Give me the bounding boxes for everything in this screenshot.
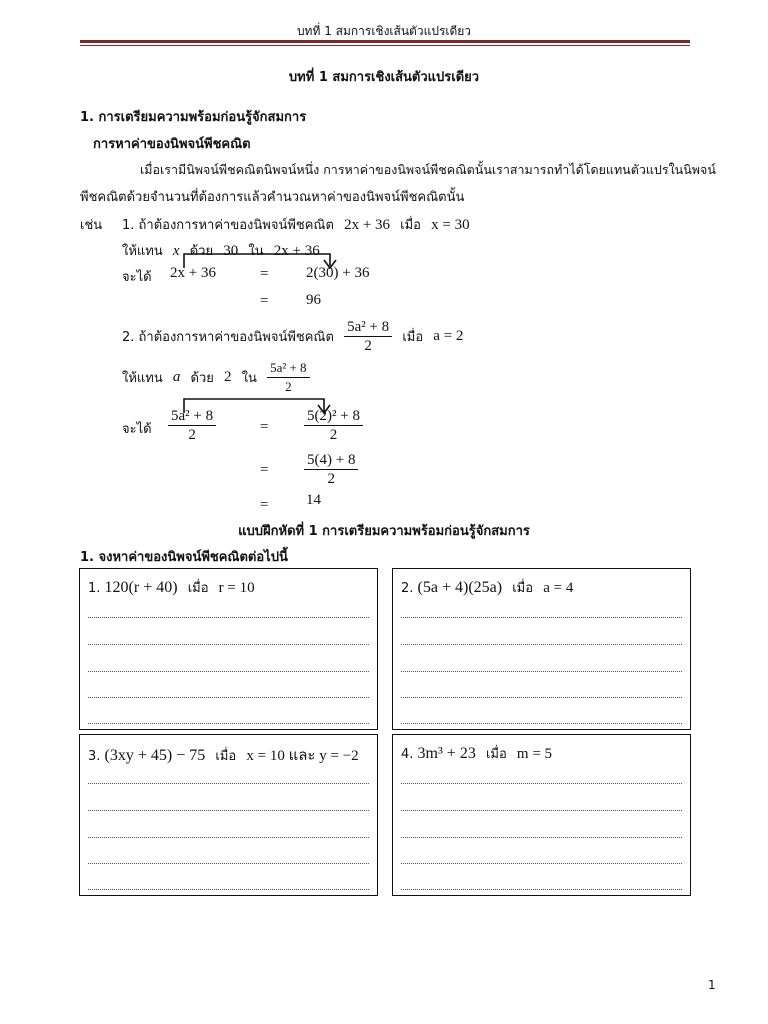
answer-line[interactable] <box>401 837 682 838</box>
example1-step1: 2(30) + 36 <box>306 265 370 281</box>
example1-intro <box>122 214 470 235</box>
answer-line[interactable] <box>401 810 682 811</box>
example2-subst-fraction <box>267 359 310 396</box>
answer-line[interactable] <box>401 671 682 672</box>
answer-line[interactable] <box>88 697 369 698</box>
exercise-title: แบบฝึกหัดที่ 1 การเตรียมความพร้อมก่อนรู้จักสมการ <box>238 524 530 539</box>
example1-eq-1: = <box>260 266 269 282</box>
header-rule-thin <box>80 45 690 46</box>
example2-subst-frac-num: 5a² + 8 <box>267 359 310 378</box>
example2-subst-prefix: ให้แทน <box>122 371 163 386</box>
problem-2-when: เมื่อ <box>512 581 534 596</box>
example2-subst-var: a <box>172 369 181 385</box>
answer-line[interactable] <box>88 644 369 645</box>
section-subheading: การหาค่าของนิพจน์พีชคณิต <box>93 137 251 152</box>
answer-line[interactable] <box>401 723 682 724</box>
example1-condition: x = 30 <box>431 217 470 233</box>
header-rule-thick <box>80 40 690 43</box>
example2-subst-frac-den: 2 <box>285 379 292 394</box>
example2-step2-num: 5(4) + 8 <box>304 451 358 470</box>
problem-1-expr: 120(r + 40) <box>104 579 178 596</box>
problem-box-4 <box>392 734 691 896</box>
example2-intro-text: 2. ถ้าต้องการหาค่าของนิพจน์พีชคณิต <box>122 330 334 345</box>
answer-line[interactable] <box>401 697 682 698</box>
problem-3-expr: (3xy + 45) − 75 <box>104 747 206 764</box>
answer-line[interactable] <box>88 671 369 672</box>
example1-expr: 2x + 36 <box>344 217 391 233</box>
answer-line[interactable] <box>88 889 369 890</box>
chapter-title: บทที่ 1 สมการเชิงเส้นตัวแปรเดียว <box>288 70 480 85</box>
example1-step2: 96 <box>306 292 321 308</box>
answer-line[interactable] <box>88 837 369 838</box>
paragraph-line-1: เมื่อเรามีนิพจน์พีชคณิตนิพจน์หนึ่ง การหาค่าของนิพจน์พีชคณิตนั้นเราสามารถทำได้โดยแทนตัวแปรในนิพจน์ <box>140 162 716 177</box>
example1-subst-var: x <box>172 243 180 259</box>
problem-4-when: เมื่อ <box>485 747 507 762</box>
problem-4-expr: 3m³ + 23 <box>417 745 476 762</box>
example2-with: ด้วย <box>190 371 214 386</box>
example2-lhs <box>168 407 216 444</box>
example2-step1-num: 5(2)² + 8 <box>304 407 363 426</box>
example2-condition: a = 2 <box>433 328 464 344</box>
answer-line[interactable] <box>88 783 369 784</box>
problem-4-title <box>401 743 552 764</box>
problem-1-when: เมื่อ <box>187 581 209 596</box>
example2-step1-den: 2 <box>329 427 338 443</box>
example2-step2 <box>304 451 358 488</box>
problem-1-number: 1. <box>88 581 101 596</box>
example1-when: เมื่อ <box>400 218 421 233</box>
problem-3-number: 3. <box>88 749 101 764</box>
example2-step1 <box>304 407 363 444</box>
example2-eq-2: = <box>260 462 269 478</box>
example2-get-label: จะได้ <box>122 422 152 437</box>
answer-line[interactable] <box>88 863 369 864</box>
problem-2-condition: a = 4 <box>543 580 574 596</box>
problem-2-expr: (5a + 4)(25a) <box>417 579 503 596</box>
example2-frac-num: 5a² + 8 <box>344 318 392 337</box>
problem-1-condition: r = 10 <box>218 580 255 596</box>
example-label: เช่น <box>80 218 103 233</box>
problem-box-2 <box>392 568 691 730</box>
problem-box-3 <box>79 734 378 896</box>
answer-line[interactable] <box>401 644 682 645</box>
example1-lhs: 2x + 36 <box>170 265 216 281</box>
example1-subst-value: 30 <box>223 243 239 259</box>
running-header: บทที่ 1 สมการเชิงเส้นตัวแปรเดียว <box>296 24 472 38</box>
answer-line[interactable] <box>401 889 682 890</box>
section-heading: 1. การเตรียมความพร้อมก่อนรู้จักสมการ <box>80 110 307 125</box>
example2-substitution <box>122 359 310 396</box>
example2-lhs-den: 2 <box>188 427 196 443</box>
example2-lhs-num: 5a² + 8 <box>168 407 216 426</box>
example2-step2-fraction <box>304 451 358 488</box>
example1-in: ใน <box>248 244 264 259</box>
problem-3-title <box>88 743 359 767</box>
example1-get-label: จะได้ <box>122 270 152 285</box>
paragraph-line-2: พีชคณิตด้วยจำนวนที่ต้องการแล้วคำนวณหาค่าของนิพจน์พีชคณิตนั้น <box>80 190 465 205</box>
example2-step1-fraction <box>304 407 363 444</box>
answer-line[interactable] <box>401 617 682 618</box>
example2-step2-den: 2 <box>327 471 335 487</box>
problem-3-condition: x = 10 และ y = −2 <box>246 748 359 764</box>
example2-eq-1: = <box>260 419 269 435</box>
example2-frac-den: 2 <box>364 338 372 354</box>
exercise-instruction: 1. จงหาค่าของนิพจน์พีชคณิตต่อไปนี้ <box>80 550 288 565</box>
problem-4-condition: m = 5 <box>516 746 553 762</box>
example1-subst-prefix: ให้แทน <box>122 244 163 259</box>
example2-step3: 14 <box>306 492 321 508</box>
example2-fraction <box>344 318 392 355</box>
example2-intro <box>122 318 463 355</box>
answer-line[interactable] <box>88 723 369 724</box>
problem-2-title <box>401 577 573 598</box>
answer-line[interactable] <box>401 863 682 864</box>
problem-1-title <box>88 577 255 598</box>
problem-box-1 <box>79 568 378 730</box>
example2-lhs-fraction <box>168 407 216 444</box>
example2-subst-value: 2 <box>224 369 232 385</box>
example2-in: ใน <box>241 371 257 386</box>
example1-with: ด้วย <box>189 244 214 259</box>
answer-line[interactable] <box>88 617 369 618</box>
problem-2-number: 2. <box>401 581 414 596</box>
example1-subst-expr: 2x + 36 <box>273 243 320 259</box>
example1-intro-text: 1. ถ้าต้องการหาค่าของนิพจน์พีชคณิต <box>122 218 334 233</box>
example2-when: เมื่อ <box>402 330 424 345</box>
answer-line[interactable] <box>401 783 682 784</box>
page-number: 1 <box>708 978 716 992</box>
example2-eq-3: = <box>260 497 269 513</box>
problem-4-number: 4. <box>401 747 414 762</box>
problem-3-when: เมื่อ <box>215 749 237 764</box>
answer-line[interactable] <box>88 810 369 811</box>
example1-eq-2: = <box>260 293 269 309</box>
